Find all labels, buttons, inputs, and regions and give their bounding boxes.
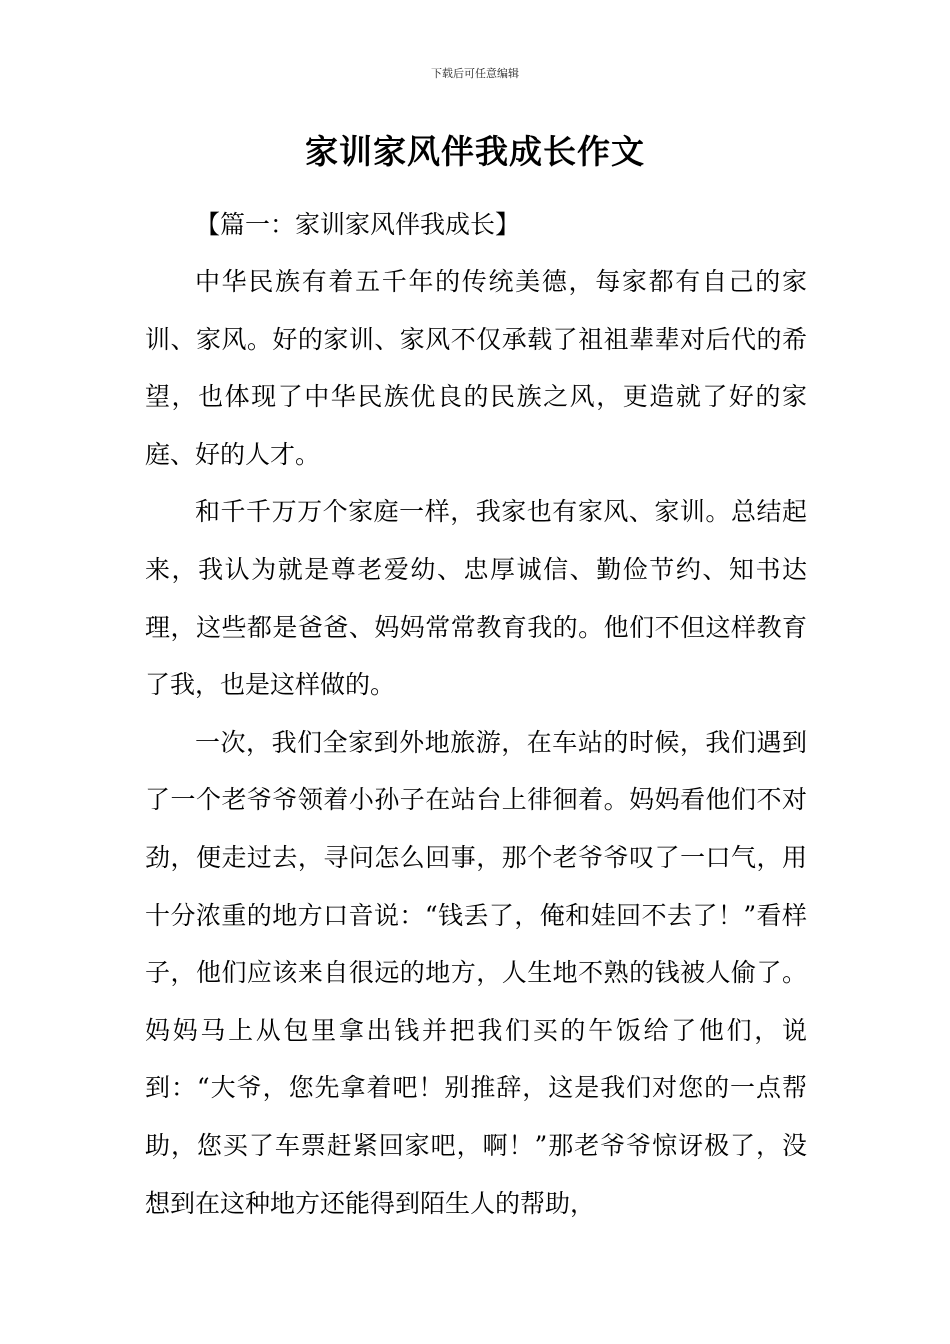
section-heading: 【篇一：家训家风伴我成长】 bbox=[195, 210, 521, 239]
document-title: 家训家风伴我成长作文 bbox=[305, 132, 645, 171]
document-body bbox=[145, 196, 807, 1232]
paragraph-3: 一次，我们全家到外地旅游，在车站的时候，我们遇到了一个老爷爷领着小孙子在站台上徘徊着。妈妈看他们不对劲，便走过去，寻问怎么回事，那个老爷爷叹了一口气，用十分浓重的地方口音说：“钱丢了，俺和娃回不去了！”看样子，他们应该来自很远的地方，人生地不熟的钱被人偷了。妈妈马上从包里拿出钱并把我们买的午饭给了他们，说到：“大爷，您先拿着吧！别推辞，这是我们对您的一点帮助，您买了车票赶紧回家吧，啊！”那老爷爷惊讶极了，没想到在这种地方还能得到陌生人的帮助， bbox=[145, 727, 807, 1218]
paragraph-2: 和千千万万个家庭一样，我家也有家风、家训。总结起来，我认为就是尊老爱幼、忠厚诚信、勤俭节约、知书达理，这些都是爸爸、妈妈常常教育我的。他们不但这样教育了我，也是这样做的。 bbox=[145, 497, 807, 700]
paragraph-1: 中华民族有着五千年的传统美德，每家都有自己的家训、家风。好的家训、家风不仅承载了祖祖辈辈对后代的希望，也体现了中华民族优良的民族之风，更造就了好的家庭、好的人才。 bbox=[145, 267, 807, 469]
header-note: 下载后可任意编辑 bbox=[431, 67, 519, 80]
